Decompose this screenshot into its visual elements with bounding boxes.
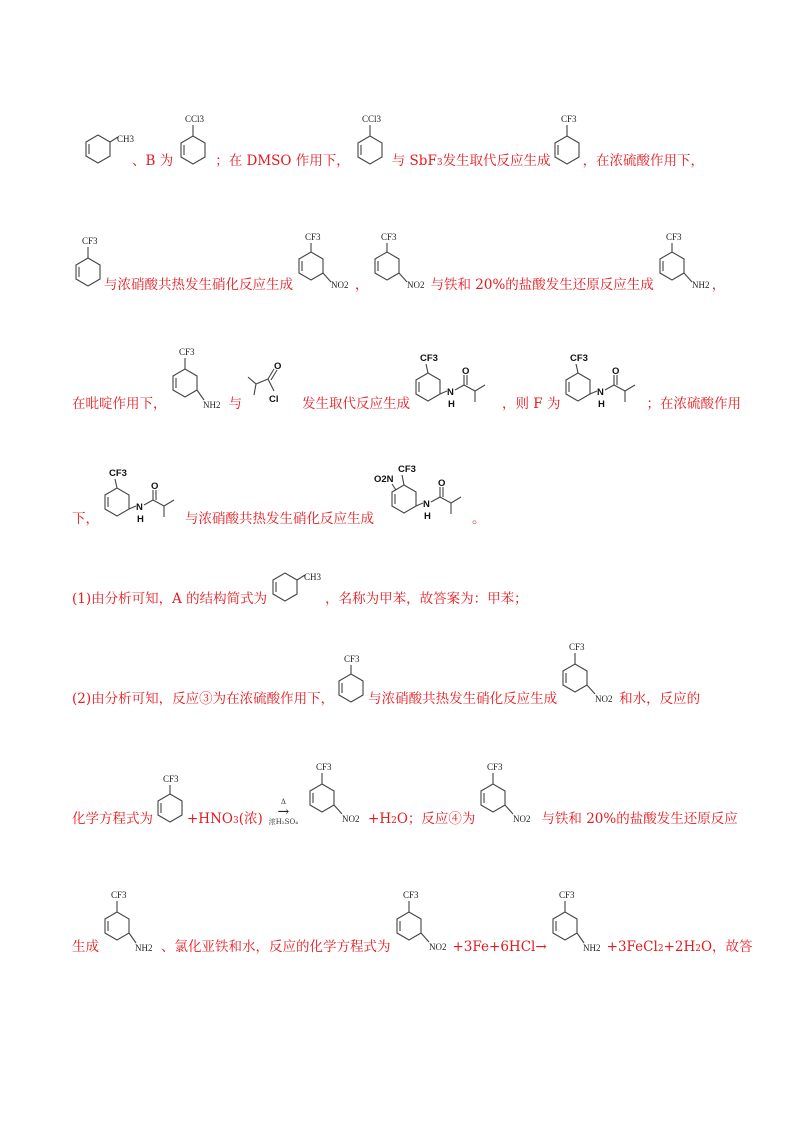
aminobenzotrifluoride-structure (99, 888, 161, 958)
text-segment: 在吡啶作用下， (72, 396, 167, 412)
oxygen-label: O (438, 478, 446, 489)
nitrobenzotrifluoride-structure (304, 760, 368, 830)
nitrobenzotrifluoride-structure (391, 888, 453, 958)
text-segment: ；在 DMSO 作用下， (215, 153, 350, 169)
cf3-label: CF3 (398, 464, 416, 475)
text-segment: 和水，反应的 (619, 691, 701, 707)
amide-product-structure (410, 349, 502, 415)
cf3-label: CF3 (178, 347, 195, 357)
cf3-label: CF3 (420, 353, 438, 364)
text-line-8 (72, 888, 753, 958)
text-line-2 (72, 230, 740, 296)
cf3-label: CF3 (570, 353, 589, 364)
text-segment: +2H (663, 939, 696, 955)
right-arrow-icon: → (277, 804, 290, 820)
text-segment: 。 (472, 511, 486, 527)
oxygen-label: O (274, 361, 282, 372)
nitrobenzotrifluoride-structure-2 (369, 230, 431, 296)
no2-label: NO2 (406, 280, 424, 290)
text-segment: (浓) (238, 811, 263, 827)
oxygen-label: O (151, 481, 159, 492)
benzotrichloride-structure-2 (350, 112, 392, 172)
text-line-6 (72, 640, 740, 710)
arrow-condition-top: Δ (280, 798, 286, 806)
subscript: 3 (436, 158, 443, 168)
text-segment: (2)由分析可知，反应③为在浓硫酸作用下， (72, 691, 335, 707)
no2-label: NO2 (342, 814, 360, 824)
nitro-label: O2N (374, 474, 394, 485)
subscript: 2 (391, 816, 397, 826)
nh2-label: NH2 (202, 400, 220, 410)
text-segment: +H (368, 811, 392, 827)
toluene-structure (72, 122, 135, 172)
text-segment: O，故答 (700, 939, 753, 955)
text-segment: 与浓硝酸共热发生硝化反应生成 (185, 511, 374, 527)
hydrogen-label: H (598, 399, 606, 410)
cf3-label: CF3 (569, 642, 585, 652)
benzotrifluoride-structure (153, 772, 187, 830)
cf3-label: CF3 (109, 468, 127, 479)
text-segment: +HNO (187, 811, 233, 827)
nitrogen-label: N (423, 499, 430, 510)
text-segment: 发生取代反应生成 (302, 396, 410, 412)
cf3-label: CF3 (111, 890, 127, 900)
no2-label: NO2 (595, 694, 613, 704)
aminobenzotrifluoride-structure (654, 230, 712, 296)
text-segment: 与 SbF (391, 153, 437, 169)
text-segment: 与铁和 20%的盐酸发生还原反应 (541, 811, 738, 827)
cf3-label: CF3 (560, 114, 577, 124)
text-segment: ，名称为甲苯，故答案为：甲苯； (325, 591, 528, 607)
text-line-4 (72, 460, 740, 530)
text-segment: 、氯化亚铁和水，反应的化学方程式为 (161, 939, 391, 955)
nitrobenzotrifluoride-structure (557, 640, 619, 710)
cf3-label: CF3 (665, 232, 682, 242)
nitrobenzotrifluoride-structure-2 (475, 760, 541, 830)
text-segment: ，在浓硫酸作用下， (582, 153, 705, 169)
text-line-3 (72, 345, 740, 415)
text-segment: 发生取代反应生成 (442, 153, 551, 169)
cf3-label: CF3 (344, 654, 360, 664)
nitrogen-label: N (447, 387, 454, 398)
ccl3-label: CCl3 (361, 114, 381, 124)
text-segment: O；反应④为 (396, 811, 476, 827)
aminobenzotrifluoride-structure (167, 345, 229, 415)
cf3-label: CF3 (82, 236, 98, 246)
arrow-condition-bottom: 浓H₂SO₄ (268, 818, 299, 826)
nh2-label: NH2 (691, 280, 710, 290)
oxygen-label: O (612, 366, 620, 377)
ccl3-label: CCl3 (185, 114, 205, 124)
cf3-label: CF3 (402, 890, 419, 900)
subscript: 2 (695, 944, 701, 954)
no2-label: NO2 (513, 814, 531, 824)
cf3-label: CF3 (558, 890, 575, 900)
nh2-label: NH2 (582, 943, 601, 953)
benzotrichloride-structure (173, 112, 215, 172)
methyl-label: CH3 (117, 134, 135, 144)
hydrogen-label: H (137, 514, 144, 525)
nitrogen-label: N (136, 502, 143, 513)
text-segment: (1)由分析可知，A 的结构简式为 (72, 591, 268, 607)
nitrobenzotrifluoride-structure (293, 230, 355, 296)
text-line-7 (72, 760, 740, 830)
cf3-label: CF3 (163, 774, 179, 784)
cf3-label: CF3 (380, 232, 397, 242)
cf3-label: CF3 (316, 762, 332, 772)
text-segment: 、B 为 (132, 153, 174, 169)
text-segment: ，则 F 为 (502, 396, 561, 412)
no2-label: NO2 (428, 942, 446, 952)
benzotrifluoride-structure (72, 234, 104, 296)
text-segment: 与铁和 20%的盐酸发生还原反应生成 (430, 277, 654, 293)
subscript: 2 (657, 944, 664, 954)
text-segment: 与浓硝酸共热发生硝化反应生成 (104, 277, 293, 293)
text-segment: 下， (72, 511, 99, 527)
amide-f-structure (99, 464, 185, 530)
toluene-structure (267, 560, 325, 610)
text-segment: ， (355, 277, 369, 293)
no2-label: NO2 (331, 280, 349, 290)
chlorine-label: Cl (269, 394, 279, 405)
hydrogen-label: H (448, 399, 455, 410)
methyl-label: CH3 (304, 572, 322, 582)
text-segment: ， (711, 277, 726, 293)
text-segment: 化学方程式为 (72, 811, 153, 827)
nh2-label: NH2 (135, 943, 153, 953)
text-segment: 生成 (72, 939, 99, 955)
text-segment: ；在浓硫酸作用 (646, 396, 741, 412)
oxygen-label: O (462, 366, 470, 377)
text-line-1 (72, 112, 740, 172)
nitrogen-label: N (597, 387, 605, 398)
amide-f-structure (560, 349, 646, 415)
isobutyryl-chloride-structure (242, 349, 302, 415)
text-line-5 (72, 560, 740, 610)
benzotrifluoride-structure (551, 112, 583, 172)
nitro-amide-product-structure (374, 460, 472, 530)
text-segment: +3FeCl (606, 939, 658, 955)
hydrogen-label: H (424, 511, 431, 522)
text-segment: 与 (228, 396, 242, 412)
reaction-arrow (269, 798, 298, 830)
benzotrifluoride-structure (334, 652, 368, 710)
text-segment: +3Fe+6HCl→ (452, 939, 547, 955)
aminobenzotrifluoride-structure-2 (547, 888, 607, 958)
cf3-label: CF3 (305, 232, 321, 242)
cf3-label: CF3 (487, 762, 503, 772)
text-segment: 与浓硝酸共热发生硝化反应生成 (368, 691, 558, 707)
subscript: 3 (232, 816, 239, 826)
